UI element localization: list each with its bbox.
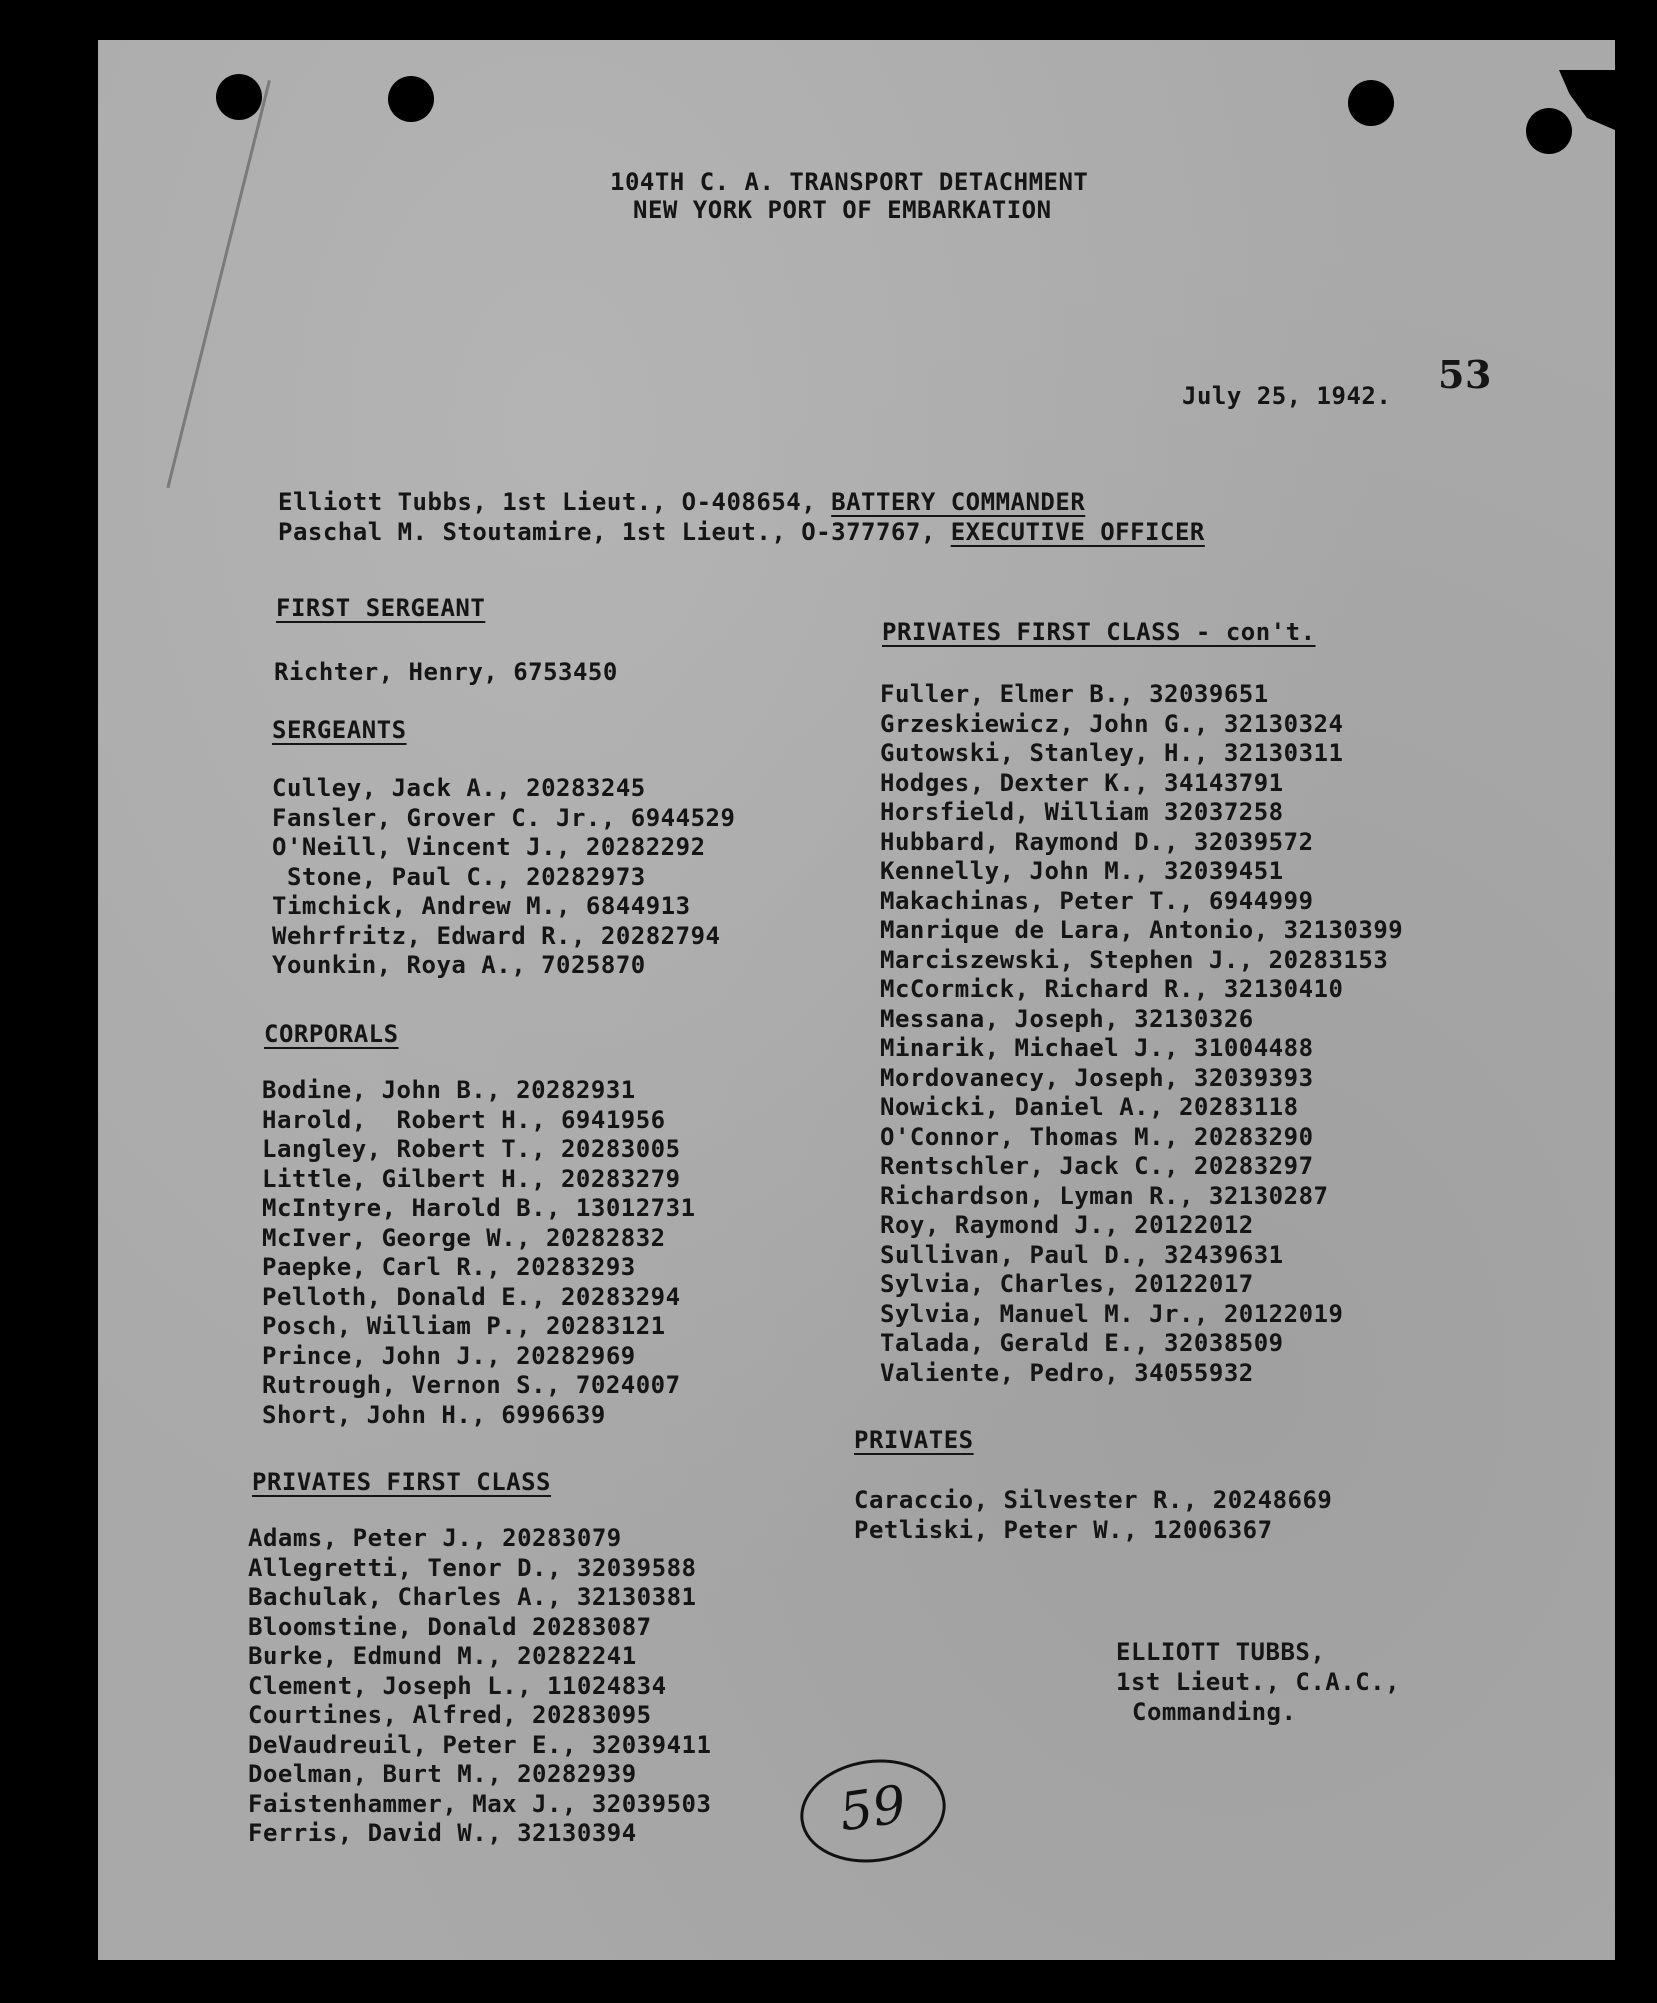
roster-entry: Adams, Peter J., 20283079 (248, 1524, 622, 1552)
roster-entry: Culley, Jack A., 20283245 (272, 774, 646, 802)
officer-2-title: EXECUTIVE OFFICER (950, 518, 1205, 546)
sergeants-list (272, 774, 735, 981)
roster-entry: Nowicki, Daniel A., 20283118 (880, 1093, 1299, 1121)
officer-2-name: Paschal M. Stoutamire, 1st Lieut., O-377767, (278, 518, 951, 546)
roster-entry: Langley, Robert T., 20283005 (262, 1135, 681, 1163)
roster-entry: Makachinas, Peter T., 6944999 (880, 886, 1314, 915)
paper-crease (166, 80, 271, 488)
roster-entry: Grzeskiewicz, John G., 32130324 (880, 709, 1344, 738)
roster-entry: Messana, Joseph, 32130326 (880, 1004, 1254, 1033)
roster-entry: Little, Gilbert H., 20283279 (262, 1164, 681, 1193)
roster-entry: Horsfield, William 32037258 (880, 798, 1284, 826)
officer-line-2 (278, 518, 1205, 546)
circled-page-number (794, 1750, 953, 1871)
roster-entry: Stone, Paul C., 20282973 (272, 862, 646, 891)
roster-entry: Petliski, Peter W., 12006367 (854, 1515, 1273, 1544)
roster-entry: Short, John H., 6996639 (262, 1400, 606, 1429)
roster-entry: O'Neill, Vincent J., 20282292 (272, 833, 706, 861)
roster-entry: Burke, Edmund M., 20282241 (248, 1642, 637, 1670)
heading-first-sergeant: FIRST SERGEANT (276, 594, 486, 622)
roster-entry: Marciszewski, Stephen J., 20283153 (880, 945, 1389, 974)
roster-entry: Richter, Henry, 6753450 (274, 658, 618, 686)
circled-number-text: 59 (835, 1774, 910, 1844)
signature-name: ELLIOTT TUBBS, (1116, 1638, 1326, 1666)
roster-entry: Younkin, Roya A., 7025870 (272, 951, 646, 979)
heading-privates-first-class: PRIVATES FIRST CLASS (252, 1468, 551, 1496)
signature-rank: 1st Lieut., C.A.C., (1116, 1668, 1401, 1696)
roster-entry: Wehrfritz, Edward R., 20282794 (272, 921, 721, 950)
roster-entry: Pelloth, Donald E., 20283294 (262, 1282, 681, 1311)
privates-first-class-list (248, 1524, 711, 1849)
roster-entry: Ferris, David W., 32130394 (248, 1819, 637, 1847)
roster-entry: Rutrough, Vernon S., 7024007 (262, 1371, 681, 1399)
roster-entry: Fansler, Grover C. Jr., 6944529 (272, 803, 736, 832)
roster-entry: McCormick, Richard R., 32130410 (880, 975, 1344, 1003)
roster-entry: Allegretti, Tenor D., 32039588 (248, 1553, 697, 1582)
officer-1-title: BATTERY COMMANDER (831, 488, 1086, 516)
roster-entry: Faistenhammer, Max J., 32039503 (248, 1789, 712, 1818)
punch-hole (216, 74, 262, 120)
roster-entry: Courtines, Alfred, 20283095 (248, 1701, 652, 1729)
heading-sergeants: SERGEANTS (272, 716, 407, 744)
roster-entry: Bodine, John B., 20282931 (262, 1076, 636, 1104)
roster-entry: Sylvia, Charles, 20122017 (880, 1270, 1254, 1298)
officer-1-name: Elliott Tubbs, 1st Lieut., O-408654, (278, 488, 832, 516)
roster-entry: Sullivan, Paul D., 32439631 (880, 1240, 1284, 1269)
roster-entry: Kennelly, John M., 32039451 (880, 857, 1284, 885)
privates-list (854, 1486, 1332, 1545)
roster-entry: Prince, John J., 20282969 (262, 1341, 636, 1370)
roster-entry: Mordovanecy, Joseph, 32039393 (880, 1063, 1314, 1092)
first-sergeant-list (274, 658, 618, 688)
roster-entry: Richardson, Lyman R., 32130287 (880, 1181, 1329, 1210)
privates-first-class-cont-list (880, 680, 1403, 1388)
roster-entry: Rentschler, Jack C., 20283297 (880, 1152, 1314, 1180)
roster-entry: Minarik, Michael J., 31004488 (880, 1034, 1314, 1062)
roster-entry: O'Connor, Thomas M., 20283290 (880, 1122, 1314, 1151)
heading-privates-first-class-cont: PRIVATES FIRST CLASS - con't. (882, 618, 1316, 646)
punch-hole (1526, 108, 1572, 154)
punch-hole (1348, 80, 1394, 126)
header-line-2: NEW YORK PORT OF EMBARKATION (633, 196, 1052, 224)
roster-entry: DeVaudreuil, Peter E., 32039411 (248, 1730, 712, 1759)
document-page (98, 40, 1615, 1960)
punch-hole (388, 76, 434, 122)
roster-entry: Hodges, Dexter K., 34143791 (880, 768, 1284, 797)
heading-corporals: CORPORALS (264, 1020, 399, 1048)
roster-entry: Valiente, Pedro, 34055932 (880, 1358, 1254, 1387)
document-date: July 25, 1942. (1182, 382, 1392, 410)
roster-entry: Roy, Raymond J., 20122012 (880, 1211, 1254, 1239)
roster-entry: Caraccio, Silvester R., 20248669 (854, 1486, 1333, 1514)
roster-entry: Talada, Gerald E., 32038509 (880, 1329, 1284, 1357)
roster-entry: Hubbard, Raymond D., 32039572 (880, 827, 1314, 856)
roster-entry: McIntyre, Harold B., 13012731 (262, 1194, 696, 1222)
officer-line-1 (278, 488, 1085, 516)
roster-entry: Harold, Robert H., 6941956 (262, 1105, 666, 1134)
roster-entry: Paepke, Carl R., 20283293 (262, 1253, 636, 1281)
corporals-list (262, 1076, 696, 1430)
roster-entry: Posch, William P., 20283121 (262, 1312, 666, 1340)
header-line-1: 104TH C. A. TRANSPORT DETACHMENT (610, 168, 1089, 196)
roster-entry: Gutowski, Stanley, H., 32130311 (880, 739, 1344, 767)
roster-entry: Fuller, Elmer B., 32039651 (880, 680, 1269, 708)
signature-role: Commanding. (1132, 1698, 1297, 1726)
roster-entry: Clement, Joseph L., 11024834 (248, 1671, 667, 1700)
page-number: 53 (1438, 352, 1492, 397)
roster-entry: Manrique de Lara, Antonio, 32130399 (880, 916, 1404, 944)
roster-entry: Sylvia, Manuel M. Jr., 20122019 (880, 1299, 1344, 1328)
roster-entry: Timchick, Andrew M., 6844913 (272, 892, 691, 920)
roster-entry: Bloomstine, Donald 20283087 (248, 1612, 652, 1641)
roster-entry: McIver, George W., 20282832 (262, 1223, 666, 1252)
roster-entry: Doelman, Burt M., 20282939 (248, 1760, 637, 1788)
roster-entry: Bachulak, Charles A., 32130381 (248, 1583, 697, 1611)
heading-privates: PRIVATES (854, 1426, 974, 1454)
